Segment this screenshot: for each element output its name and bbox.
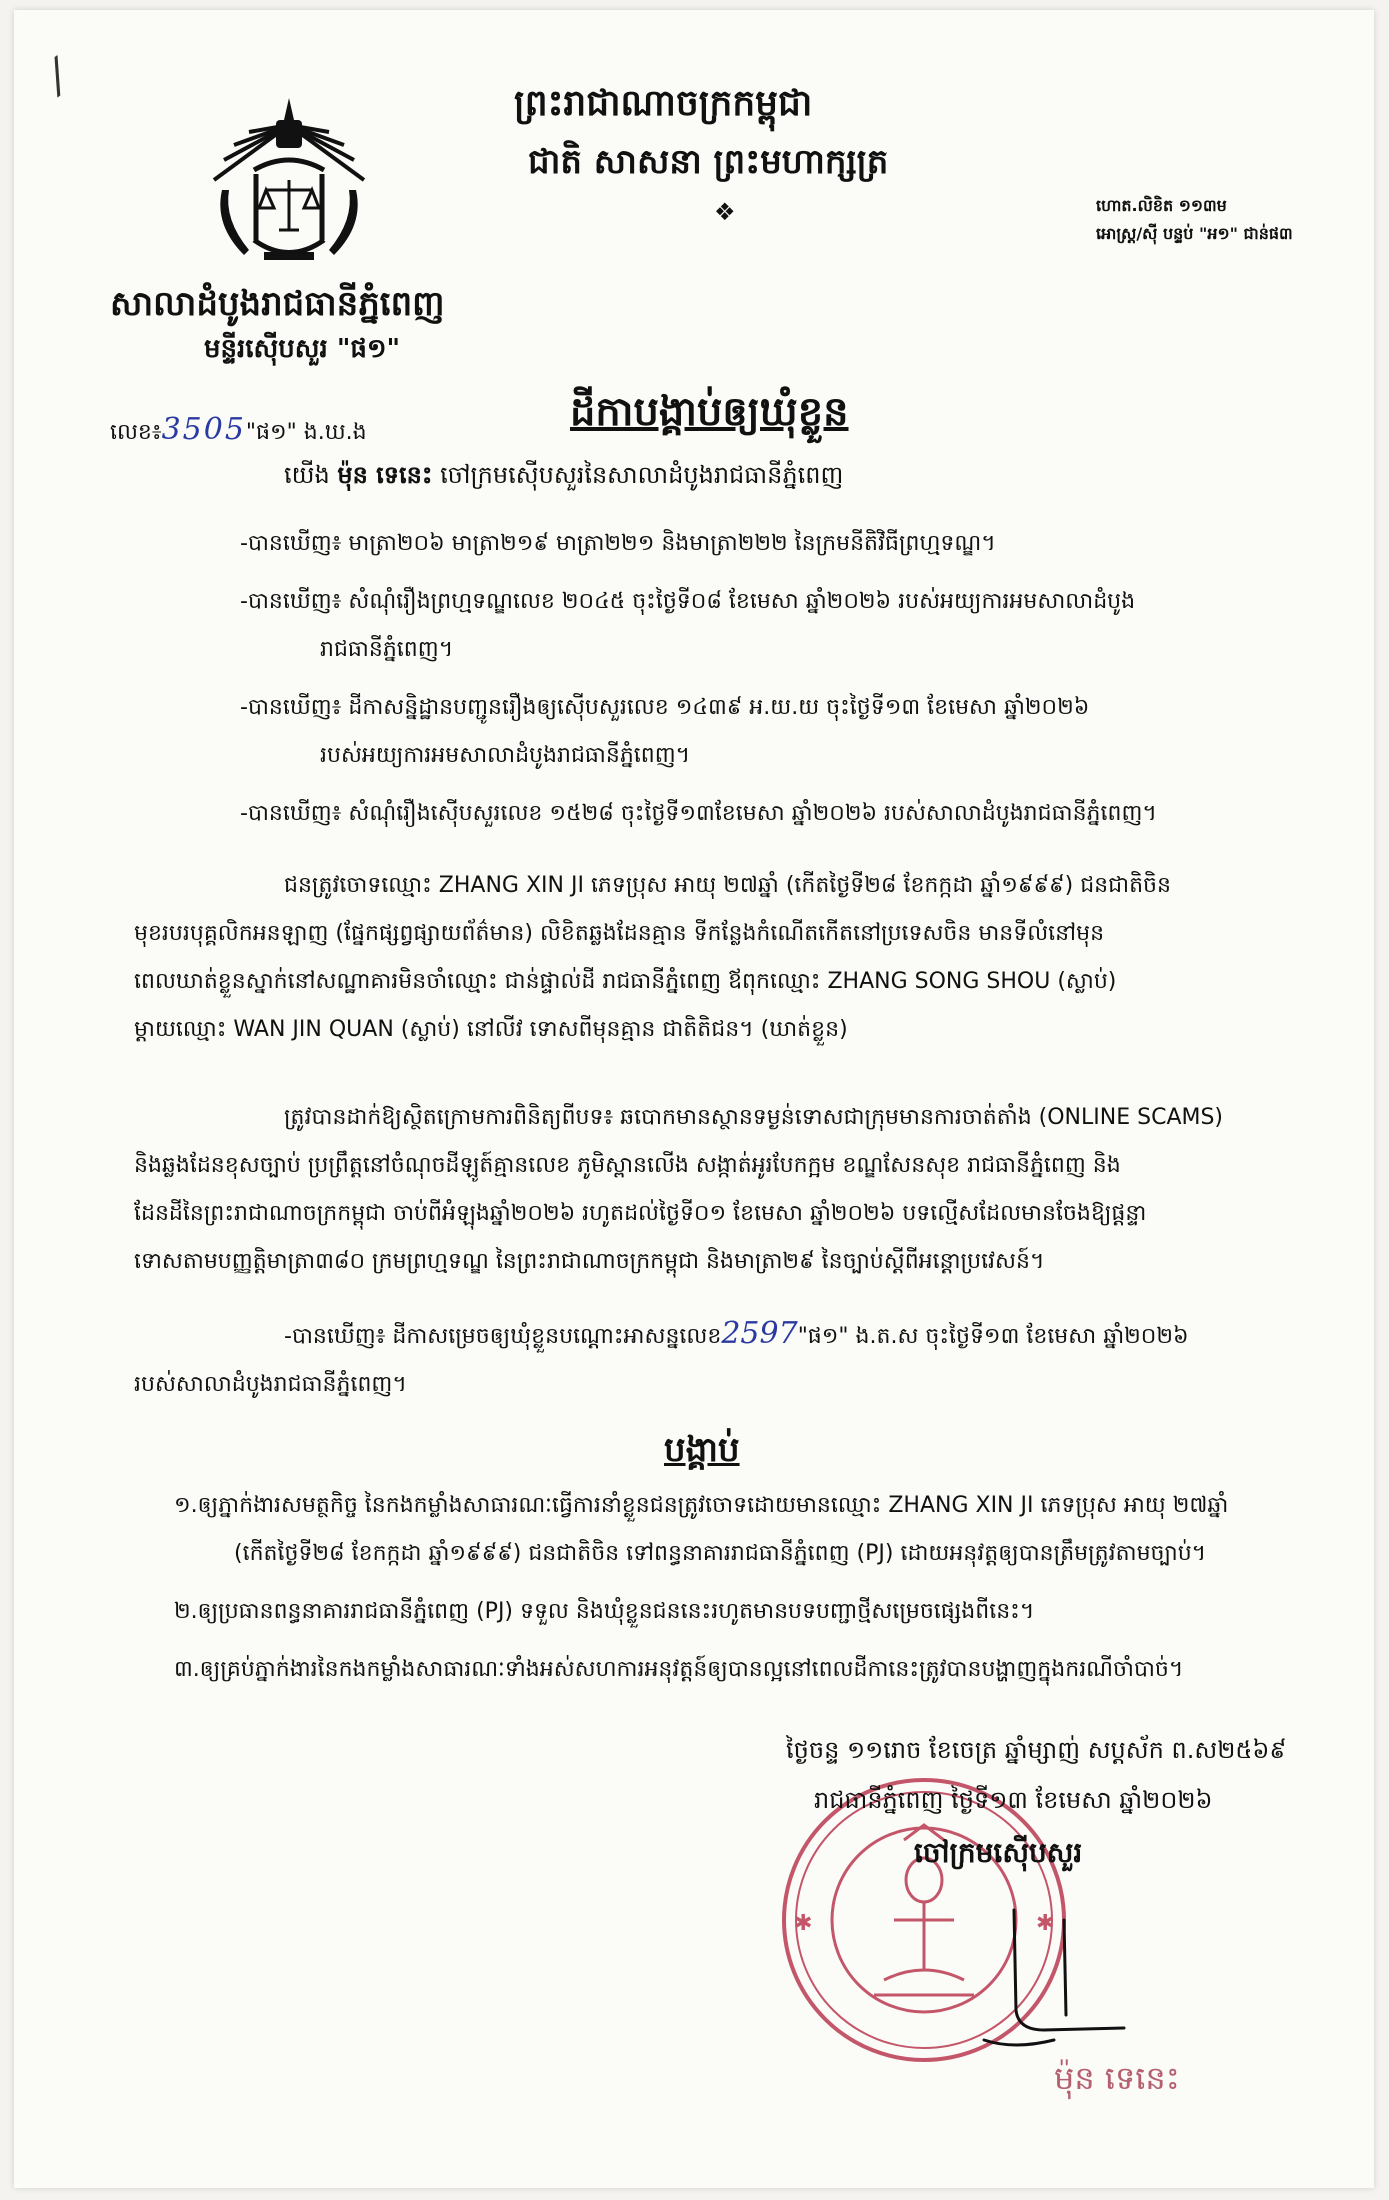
charge-line: ដែនដីនៃព្រះរាជាណាចក្រកម្ពុជា ចាប់ពីអំឡុងឆ្នាំ២០២៦ រហូតដល់ថ្ងៃទី០១ ខែមេសា ឆ្នាំ២០២៦ បទល្មើសដែលមានចែងឱ្យផ្ដន្ទា — [134, 1201, 1147, 1226]
document-title: ដីកាបង្គាប់ឲ្យឃុំខ្លួន — [570, 389, 849, 435]
accused-line: ម្ដាយឈ្មោះ WAN JIN QUAN (ស្លាប់) នៅលីវ ទោសពីមុនគ្មាន ជាតិតិជន។ (ឃាត់ខ្លួន) — [134, 1017, 848, 1042]
intro-judge-name: ម៉ុន ទេនេះ — [337, 461, 433, 489]
judge-title: ចៅក្រមស៊ើបសួរ — [914, 1836, 1083, 1869]
court-department: មន្ទីរស៊ើបសួរ "ផ១" — [204, 334, 401, 364]
document-number-suffix: "ផ១" ង.ឃ.ង — [245, 420, 367, 445]
ornament-icon: ❖ — [714, 198, 736, 226]
document-page — [14, 10, 1374, 2188]
judge-name-stamp: ម៉ុន ទេនេះ — [1054, 2059, 1180, 2097]
lunar-date: ថ្ងៃចន្ទ ១១រោច ខែចេត្រ ឆ្នាំម្សាញ់ សប្តស័ក ព.ស២៥៦៩ — [786, 1736, 1287, 1764]
accused-line: ពេលឃាត់ខ្លួនស្នាក់នៅសណ្ឋាគារមិនចាំឈ្មោះ ជាន់ផ្ទាល់ដី រាជធានីភ្នំពេញ ឪពុកឈ្មោះ ZHANG SONG SHOU (ស្លាប់) — [134, 969, 1117, 994]
order-items — [174, 1482, 1334, 1694]
charge-line: និងឆ្លងដែនខុសច្បាប់ ប្រព្រឹត្តនៅចំណុចដីឡូត៍គ្មានលេខ ភូមិស្ពានលើង សង្កាត់អូរបែកក្អម ខណ្ឌសែនសុខ រាជធានីភ្នំពេញ និង — [134, 1153, 1121, 1178]
kingdom-heading: ព្រះរាជាណាចក្រកម្ពុជា — [514, 83, 813, 124]
order-title: បង្គាប់ — [664, 1430, 740, 1470]
detention-line-2: របស់សាលាដំបូងរាជធានីភ្នំពេញ។ — [134, 1372, 407, 1397]
accused-paragraph — [134, 862, 1324, 1054]
svg-text:✱: ✱ — [794, 1911, 813, 1936]
judge-signature-icon — [954, 1890, 1144, 2060]
reference-line-2: អោស្ដ្រ/ស៊ី បន្ទប់ "អ១" ជាន់ផ៣ — [1096, 224, 1293, 243]
detention-number-handwritten: 2597 — [721, 1316, 798, 1351]
document-number-handwritten: 3505 — [161, 412, 246, 447]
detention-line — [134, 1310, 1324, 1361]
charge-line: ត្រូវបានដាក់ឱ្យស្ថិតក្រោមការពិនិត្យពីបទ៖ ឆបោកមានស្ថានទម្ងន់ទោសជាក្រុមមានការចាត់តាំង (ONLINE SCAMS) — [284, 1105, 1224, 1130]
charge-paragraph — [134, 1094, 1324, 1286]
order-item: (កើតថ្ងៃទី២៨ ខែកក្កដា ឆ្នាំ១៩៩៩) ជនជាតិចិន ទៅពន្ធនាគាររាជធានីភ្នំពេញ (PJ) ដោយអនុវត្តឲ្យបានត្រឹមត្រូវតាមច្បាប់។ — [234, 1541, 1207, 1566]
intro-rest: ចៅក្រមស៊ើបសួរនៃសាលាដំបូងរាជធានីភ្នំពេញ — [440, 461, 844, 489]
document-number-prefix: លេខ៖ — [110, 420, 162, 445]
consideration-line: រាជធានីភ្នំពេញ។ — [320, 637, 454, 662]
court-emblem-icon — [204, 90, 374, 270]
detention-suffix: "ផ១" ង.ត.ស ចុះថ្ងៃទី១៣ ខែមេសា ឆ្នាំ២០២៦ — [797, 1324, 1189, 1349]
order-item: ៣.ឲ្យគ្រប់ភ្នាក់ងារនៃកងកម្លាំងសាធារណៈទាំងអស់សហការអនុវត្តន៍ឲ្យបានល្អនៅពេលដីកានេះត្រូវបានបង្ហាញក្នុងករណីចាំបាច់។ — [174, 1657, 1184, 1682]
court-name: សាលាដំបូងរាជធានីភ្នំពេញ — [110, 284, 445, 324]
consideration-line: -បានឃើញ៖ សំណុំរឿងស៊ើបសួរលេខ ១៥២៨ ចុះថ្ងៃទី១៣ខែមេសា ឆ្នាំ២០២៦ របស់សាលាដំបូងរាជធានីភ្នំពេញ។ — [240, 801, 1157, 826]
order-item: ២.ឲ្យប្រធានពន្ធនាគាររាជធានីភ្នំពេញ (PJ) ទទួល និងឃុំខ្លួនជននេះរហូតមានបទបញ្ជាថ្មីសម្រេចផ្សេងពីនេះ។ — [174, 1599, 1035, 1624]
consideration-line: -បានឃើញ៖ ដីកាសន្និដ្ឋានបញ្ជូនរឿងឲ្យស៊ើបសួរលេខ ១៤៣៩ អ.យ.យ ចុះថ្ងៃទី១៣ ខែមេសា ឆ្នាំ២០២៦ — [240, 695, 1090, 720]
national-motto: ជាតិ សាសនា ព្រះមហាក្សត្រ — [528, 142, 889, 182]
order-item: ១.ឲ្យភ្នាក់ងារសមត្ថកិច្ច នៃកងកម្លាំងសាធារណៈធ្វើការនាំខ្លួនជនត្រូវចោទដោយមានឈ្មោះ ZHANG XIN JI ភេទប្រុស អាយុ ២៧ឆ្នាំ — [174, 1493, 1229, 1518]
document-number — [110, 412, 367, 450]
reference-note — [1096, 192, 1293, 248]
charge-line: ទោសតាមបញ្ញត្តិមាត្រា៣៨០ ក្រមព្រហ្មទណ្ឌ នៃព្រះរាជាណាចក្រកម្ពុជា និងមាត្រា២៩ នៃច្បាប់ស្ដីពីអន្តោប្រវេសន៍។ — [134, 1249, 1045, 1274]
consideration-line: របស់អយ្យការអមសាលាដំបូងរាជធានីភ្នំពេញ។ — [320, 743, 691, 768]
considerations — [240, 520, 1320, 838]
reference-line-1: ហោត.លិខិត ១១៣ម — [1096, 196, 1227, 215]
intro-prefix: យើង — [284, 461, 330, 489]
accused-line: មុខរបរបុគ្គលិកអនឡាញ (ផ្នែកផ្សព្វផ្សាយព័ត៌មាន) លិខិតឆ្លងដែនគ្មាន ទីកន្លែងកំណើតកើតនៅប្រទេសចិន មានទីលំនៅមុន — [134, 921, 1105, 946]
judge-introduction — [284, 460, 843, 495]
consideration-line: -បានឃើញ៖ មាត្រា២០៦ មាត្រា២១៩ មាត្រា២២១ និងមាត្រា២២២ នៃក្រមនីតិវិធីព្រហ្មទណ្ឌ។ — [240, 531, 996, 556]
svg-text:✱: ✱ — [1036, 1911, 1055, 1936]
accused-line: ជនត្រូវចោទឈ្មោះ ZHANG XIN JI ភេទប្រុស អាយុ ២៧ឆ្នាំ (កើតថ្ងៃទី២៨ ខែកក្កដា ឆ្នាំ១៩៩៩) ជនជាតិចិន — [284, 873, 1171, 898]
solar-date: រាជធានីភ្នំពេញ ថ្ងៃទី១៣ ខែមេសា ឆ្នាំ២០២៦ — [814, 1786, 1213, 1814]
detention-consideration — [134, 1310, 1324, 1409]
handwritten-mark: ⁄ — [39, 52, 77, 102]
consideration-line: -បានឃើញ៖ សំណុំរឿងព្រហ្មទណ្ឌលេខ ២០៤៥ ចុះថ្ងៃទី០៨ ខែមេសា ឆ្នាំ២០២៦ របស់អយ្យការអមសាលាដំបូង — [240, 589, 1136, 614]
detention-prefix: -បានឃើញ៖ ដីកាសម្រេចឲ្យឃុំខ្លួនបណ្ដោះអាសន្នលេខ — [284, 1324, 722, 1349]
